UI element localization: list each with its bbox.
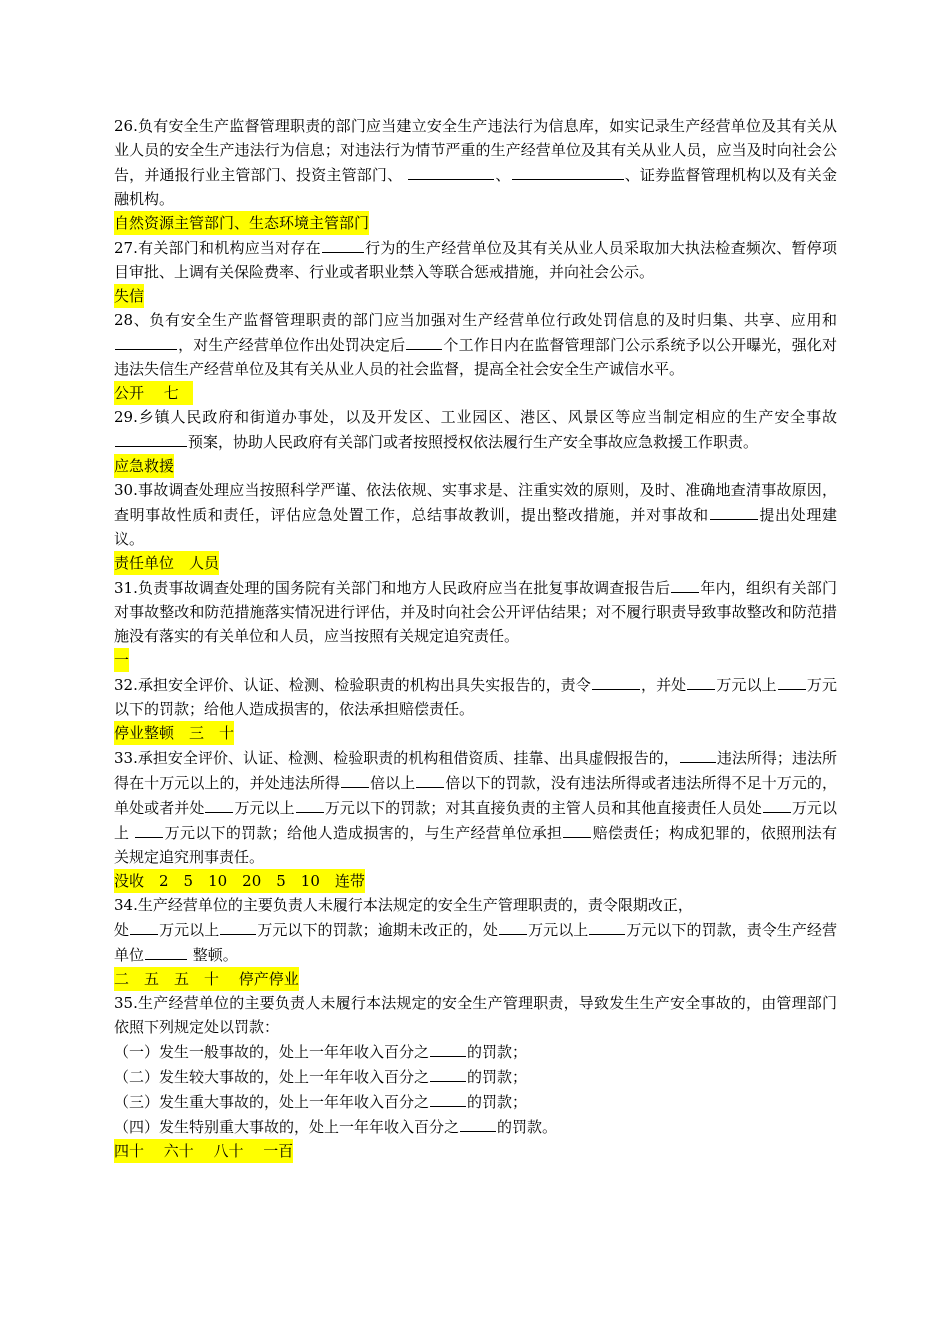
- question-26: 26.负有安全生产监督管理职责的部门应当建立安全生产违法行为信息库，如实记录生产经营单位及其有关从业人员的安全生产违法行为信息；对违法行为情节严重的生产经营单位及其有关从业人员，应当及时向社会公告，并通报行业主管部门、投资主管部门、 、 、证券监督管理机构以及有关金融机构。: [114, 117, 837, 208]
- blank: [460, 1114, 496, 1132]
- answer-26: 自然资源主管部门、生态环境主管部门: [114, 211, 837, 235]
- blank: [687, 672, 715, 690]
- blank: [322, 235, 364, 253]
- blank: [512, 162, 624, 180]
- blank: [671, 575, 699, 593]
- blank: [430, 1039, 466, 1057]
- blank: [430, 1089, 466, 1107]
- blank: [408, 162, 494, 180]
- blank: [115, 429, 187, 447]
- blank: [220, 917, 256, 935]
- question-31: 31.负责事故调查处理的国务院有关部门和地方人民政府应当在批复事故调查报告后 年内，组织有关部门对事故整改和防范措施落实情况进行评估，并及时向社会公开评估结果；对不履行职责导致事故整改和防范措施没有落实的有关单位和人员，应当按照有关规定追究责任。: [114, 575, 837, 648]
- blank: [763, 795, 791, 813]
- blank: [130, 917, 158, 935]
- blank: [563, 820, 591, 838]
- question-29: 29.乡镇人民政府和街道办事处，以及开发区、工业园区、港区、风景区等应当制定相应的生产安全事故预案，协助人民政府有关部门或者按照授权依法履行生产安全事故应急救援工作职责。: [114, 408, 837, 451]
- blank: [499, 917, 527, 935]
- list-item: （二）发生较大事故的，处上一年年收入百分之 的罚款；: [114, 1064, 837, 1089]
- question-28: 28、负有安全生产监督管理职责的部门应当加强对生产经营单位行政处罚信息的及时归集、共享、应用和，对生产经营单位作出处罚决定后 个工作日内在监督管理部门公示系统予以公开曝光，强化对违法失信生产经营单位及其有关从业人员的社会监督，提高全社会安全生产诚信水平。: [114, 311, 837, 378]
- question-30: 30.事故调查处理应当按照科学严谨、依法依规、实事求是、注重实效的原则，及时、准确地查清事故原因，查明事故性质和责任，评估应急处置工作，总结事故教训，提出整改措施，并对事故和 提出处理建议。: [114, 481, 837, 548]
- answer-27: 失信: [114, 284, 837, 308]
- answer-29: 应急救援: [114, 454, 837, 478]
- blank: [205, 795, 233, 813]
- question-33: 33.承担安全评价、认证、检测、检验职责的机构租借资质、挂靠、出具虚假报告的， 违法所得；违法所得在十万元以上的，并处违法所得 倍以上 倍以下的罚款，没有违法所得或者违法所得不足十万元的，单处或者并处 万元以上 万元以下的罚款；对其直接负责的主管人员和其他直接责任人员处 万元以上 万元以下的罚款；给他人造成损害的，与生产经营单位承担 赔偿责任；构成犯罪的，依照刑法有关规定追究刑事责任。: [114, 745, 837, 869]
- blank: [341, 770, 369, 788]
- answer-30: 责任单位 人员: [114, 551, 837, 575]
- list-item: （一）发生一般事故的，处上一年年收入百分之 的罚款；: [114, 1039, 837, 1064]
- question-34: 34.生产经营单位的主要负责人未履行本法规定的安全生产管理职责的，责令限期改正， 处 万元以上 万元以下的罚款；逾期未改正的，处 万元以上 万元以下的罚款，责令生产经营单位 整顿。: [114, 896, 837, 964]
- answer-28: 公开 七: [114, 381, 837, 405]
- blank: [589, 917, 625, 935]
- list-item: （三）发生重大事故的，处上一年年收入百分之 的罚款；: [114, 1089, 837, 1114]
- blank: [430, 1064, 466, 1082]
- list-item: （四）发生特别重大事故的，处上一年年收入百分之 的罚款。: [114, 1114, 837, 1139]
- question-35: 35.生产经营单位的主要负责人未履行本法规定的安全生产管理职责，导致发生生产安全事故的，由管理部门依照下列规定处以罚款：: [114, 994, 837, 1036]
- answer-31: 一: [114, 648, 837, 672]
- blank: [296, 795, 324, 813]
- answer-35: 四十 六十 八十 一百: [114, 1139, 837, 1163]
- blank: [680, 745, 716, 763]
- blank: [710, 502, 758, 520]
- answer-33: 没收 2 5 10 20 5 10 连带: [114, 869, 837, 893]
- blank: [145, 942, 187, 960]
- blank: [778, 672, 806, 690]
- blank: [115, 332, 177, 350]
- blank: [592, 672, 640, 690]
- question-27: 27.有关部门和机构应当对存在 行为的生产经营单位及其有关从业人员采取加大执法检查频次、暂停项目审批、上调有关保险费率、行业或者职业禁入等联合惩戒措施，并向社会公示。: [114, 235, 837, 284]
- blank: [406, 332, 442, 350]
- blank: [135, 820, 163, 838]
- answer-34: 二 五 五 十 停产停业: [114, 967, 837, 991]
- answer-32: 停业整顿 三 十: [114, 721, 837, 745]
- blank: [416, 770, 444, 788]
- question-32: 32.承担安全评价、认证、检测、检验职责的机构出具失实报告的，责令 ，并处 万元以上 万元以下的罚款；给他人造成损害的，依法承担赔偿责任。: [114, 672, 837, 721]
